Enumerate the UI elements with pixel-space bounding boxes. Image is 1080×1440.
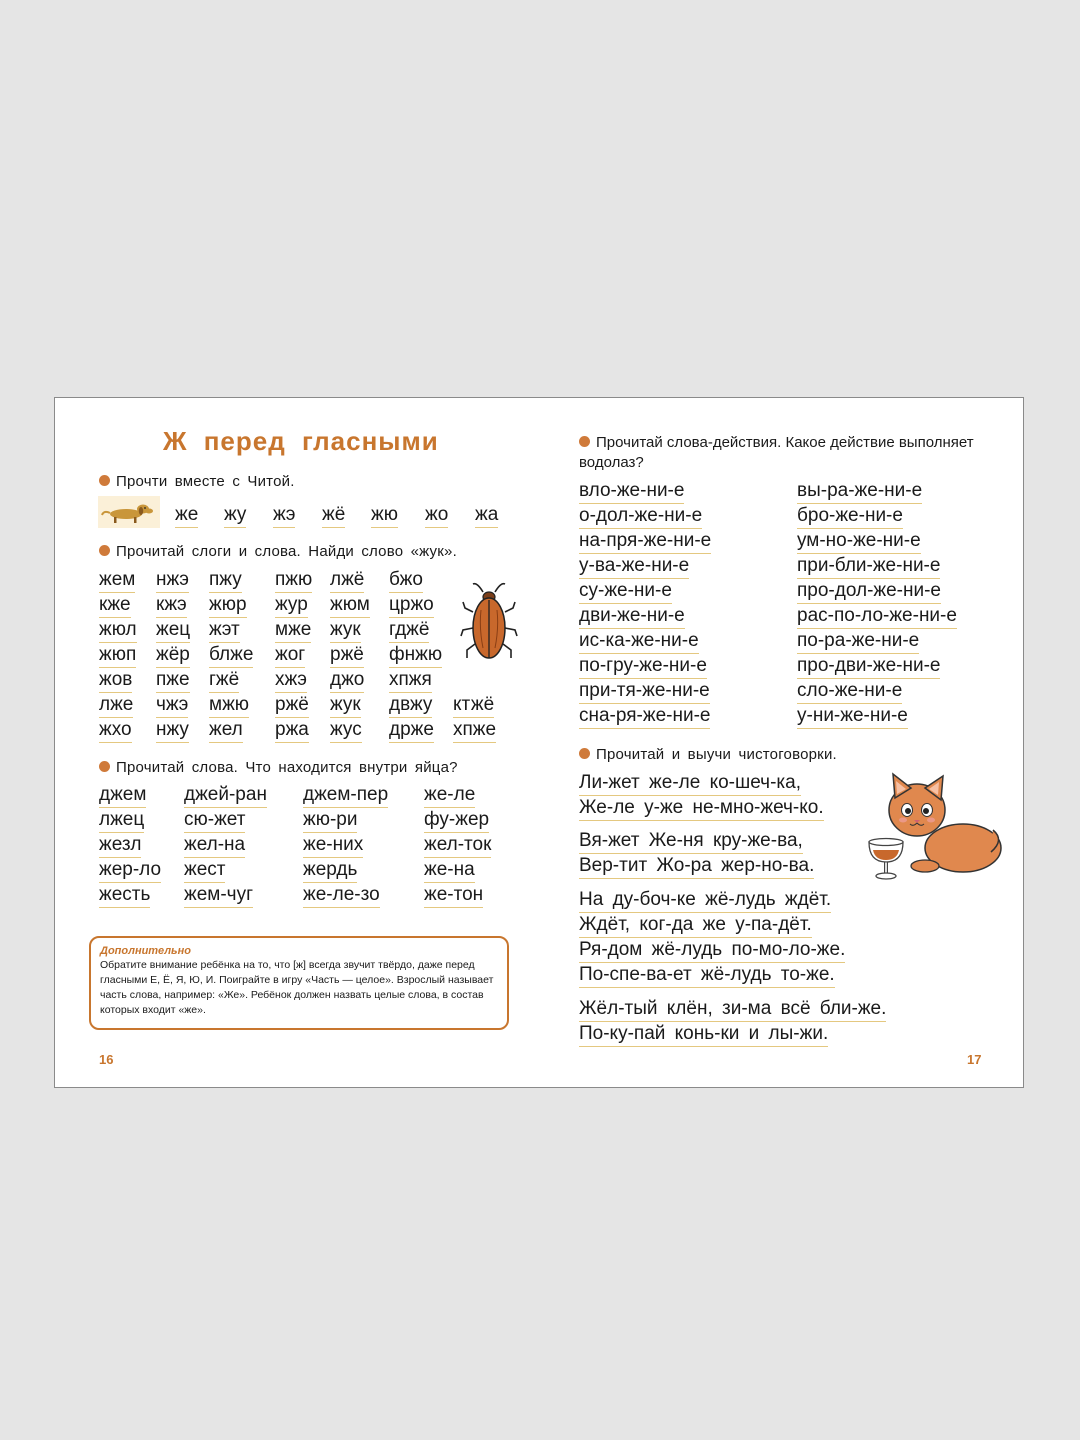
action-word: про-дви-же-ни-е bbox=[797, 655, 940, 679]
grid-syllable: нжэ bbox=[156, 569, 189, 593]
grid-word: сю-жет bbox=[184, 809, 245, 833]
grid-syllable: пжю bbox=[275, 569, 312, 593]
grid-syllable: нжу bbox=[156, 719, 189, 743]
action-word: сло-же-ни-е bbox=[797, 680, 902, 704]
syllable: жэ bbox=[273, 504, 295, 528]
grid-syllable: држе bbox=[389, 719, 434, 743]
grid-syllable: мжю bbox=[209, 694, 249, 718]
grid-word: лжец bbox=[99, 809, 144, 833]
grid-syllable: мже bbox=[275, 619, 311, 643]
grid-syllable: хпже bbox=[453, 719, 496, 743]
page-title: Ж перед гласными bbox=[163, 426, 439, 456]
verse-line: По-спе-ва-ет жё-лудь то-же. bbox=[579, 964, 835, 988]
action-word: вло-же-ни-е bbox=[579, 480, 684, 504]
verse-line: Вя-жет Же-ня кру-же-ва, bbox=[579, 830, 803, 854]
action-word: вы-ра-же-ни-е bbox=[797, 480, 922, 504]
task-tongue-twisters: Прочитай и выучи чистоговорки. bbox=[579, 746, 837, 763]
beetle-icon bbox=[459, 578, 521, 668]
task-diver-action: Прочитай слова-действия. Какое действие выполняет водолаз? bbox=[579, 434, 974, 471]
grid-syllable: жук bbox=[330, 694, 361, 718]
grid-syllable: блже bbox=[209, 644, 253, 668]
action-word: дви-же-ни-е bbox=[579, 605, 685, 629]
grid-word: же-них bbox=[303, 834, 363, 858]
grid-syllable: гджё bbox=[389, 619, 429, 643]
grid-syllable: жог bbox=[275, 644, 305, 668]
action-word: на-пря-же-ни-е bbox=[579, 530, 711, 554]
grid-syllable: хжэ bbox=[275, 669, 307, 693]
grid-syllable: гжё bbox=[209, 669, 239, 693]
grid-syllable: кжэ bbox=[156, 594, 187, 618]
grid-syllable: джо bbox=[330, 669, 364, 693]
verse-line: Ждёт, ког-да же у-па-дёт. bbox=[579, 914, 812, 938]
task-read-with-chita: Прочти вместе с Читой. bbox=[99, 473, 295, 490]
bullet-icon bbox=[579, 436, 590, 447]
action-word: ум-но-же-ни-е bbox=[797, 530, 921, 554]
syllable: же bbox=[175, 504, 198, 528]
action-word: о-дол-же-ни-е bbox=[579, 505, 702, 529]
grid-syllable: цржо bbox=[389, 594, 434, 618]
grid-syllable: чжэ bbox=[156, 694, 188, 718]
page-number-right: 17 bbox=[967, 1052, 982, 1067]
grid-word: жесть bbox=[99, 884, 150, 908]
dachshund-icon bbox=[98, 496, 160, 528]
syllable: жю bbox=[371, 504, 398, 528]
grid-syllable: жэт bbox=[209, 619, 240, 643]
grid-word: джей-ран bbox=[184, 784, 267, 808]
grid-word: жердь bbox=[303, 859, 357, 883]
action-word: при-тя-же-ни-е bbox=[579, 680, 710, 704]
grid-word: фу-жер bbox=[424, 809, 489, 833]
grid-word: жер-ло bbox=[99, 859, 161, 883]
note-title: Дополнительно bbox=[100, 945, 191, 957]
grid-word: джем bbox=[99, 784, 146, 808]
grid-word: же-ле bbox=[424, 784, 475, 808]
grid-syllable: жюм bbox=[330, 594, 370, 618]
action-word: про-дол-же-ни-е bbox=[797, 580, 941, 604]
additional-note bbox=[89, 936, 509, 1030]
grid-syllable: пже bbox=[156, 669, 190, 693]
grid-word: жезл bbox=[99, 834, 141, 858]
grid-syllable: фнжю bbox=[389, 644, 442, 668]
action-word: ис-ка-же-ни-е bbox=[579, 630, 699, 654]
grid-syllable: жел bbox=[209, 719, 243, 743]
bullet-icon bbox=[99, 761, 110, 772]
grid-word: жел-на bbox=[184, 834, 245, 858]
action-word: сна-ря-же-ни-е bbox=[579, 705, 710, 729]
grid-syllable: ктжё bbox=[453, 694, 494, 718]
grid-syllable: бжо bbox=[389, 569, 423, 593]
grid-word: же-на bbox=[424, 859, 475, 883]
verse-line: Ли-жет же-ле ко-шеч-ка, bbox=[579, 772, 801, 796]
grid-syllable: жёр bbox=[156, 644, 190, 668]
syllable: жо bbox=[425, 504, 448, 528]
action-word: су-же-ни-е bbox=[579, 580, 672, 604]
verse-line: Жёл-тый клён, зи-ма всё бли-же. bbox=[579, 998, 886, 1022]
verse-line: Ря-дом жё-лудь по-мо-ло-же. bbox=[579, 939, 845, 963]
task-find-word-zhuk: Прочитай слоги и слова. Найди слово «жук». bbox=[99, 543, 457, 560]
action-word: при-бли-же-ни-е bbox=[797, 555, 940, 579]
grid-syllable: жов bbox=[99, 669, 132, 693]
book-spread bbox=[54, 397, 1024, 1088]
grid-syllable: жхо bbox=[99, 719, 132, 743]
grid-syllable: кже bbox=[99, 594, 131, 618]
task-inside-egg: Прочитай слова. Что находится внутри яйца? bbox=[99, 759, 458, 776]
grid-word: же-ле-зо bbox=[303, 884, 380, 908]
grid-syllable: ржё bbox=[275, 694, 309, 718]
action-word: бро-же-ни-е bbox=[797, 505, 903, 529]
grid-syllable: жус bbox=[330, 719, 362, 743]
grid-syllable: ржё bbox=[330, 644, 364, 668]
verse-line: На ду-боч-ке жё-лудь ждёт. bbox=[579, 889, 831, 913]
grid-syllable: жук bbox=[330, 619, 361, 643]
syllable: жа bbox=[475, 504, 498, 528]
grid-syllable: пжу bbox=[209, 569, 242, 593]
grid-syllable: жюл bbox=[99, 619, 137, 643]
grid-syllable: лжё bbox=[330, 569, 364, 593]
page-number-left: 16 bbox=[99, 1052, 114, 1067]
syllable: жё bbox=[322, 504, 345, 528]
grid-syllable: двжу bbox=[389, 694, 432, 718]
grid-word: джем-пер bbox=[303, 784, 388, 808]
action-word: по-ра-же-ни-е bbox=[797, 630, 919, 654]
bullet-icon bbox=[579, 748, 590, 759]
grid-syllable: лже bbox=[99, 694, 133, 718]
action-word: по-гру-же-ни-е bbox=[579, 655, 707, 679]
grid-word: же-тон bbox=[424, 884, 483, 908]
grid-syllable: жец bbox=[156, 619, 190, 643]
action-word: у-ва-же-ни-е bbox=[579, 555, 689, 579]
glass-bowl-icon bbox=[865, 836, 907, 882]
verse-line: Вер-тит Жо-ра жер-но-ва. bbox=[579, 855, 814, 879]
grid-word: жест bbox=[184, 859, 225, 883]
grid-word: жем-чуг bbox=[184, 884, 253, 908]
grid-syllable: жем bbox=[99, 569, 135, 593]
bullet-icon bbox=[99, 545, 110, 556]
action-word: рас-по-ло-же-ни-е bbox=[797, 605, 957, 629]
grid-word: жел-ток bbox=[424, 834, 491, 858]
note-text: Обратите внимание ребёнка на то, что [ж] всегда звучит твёрдо, даже перед гласными Е, Ё, Я, Ю, И. Поиграйте в игру «Часть — целое». Взрослый называет часть слова, например: «Же». Ребёнок должен назвать целые слова, в состав которых входит «же». bbox=[100, 959, 494, 1016]
bullet-icon bbox=[99, 475, 110, 486]
verse-line: Же-ле у-же не-мно-жеч-ко. bbox=[579, 797, 824, 821]
grid-syllable: жюп bbox=[99, 644, 136, 668]
grid-syllable: жюр bbox=[209, 594, 247, 618]
grid-syllable: хпжя bbox=[389, 669, 432, 693]
verse-line: По-ку-пай конь-ки и лы-жи. bbox=[579, 1023, 828, 1047]
action-word: у-ни-же-ни-е bbox=[797, 705, 908, 729]
grid-word: жю-ри bbox=[303, 809, 357, 833]
grid-syllable: жур bbox=[275, 594, 308, 618]
grid-syllable: ржа bbox=[275, 719, 309, 743]
syllable: жу bbox=[224, 504, 246, 528]
